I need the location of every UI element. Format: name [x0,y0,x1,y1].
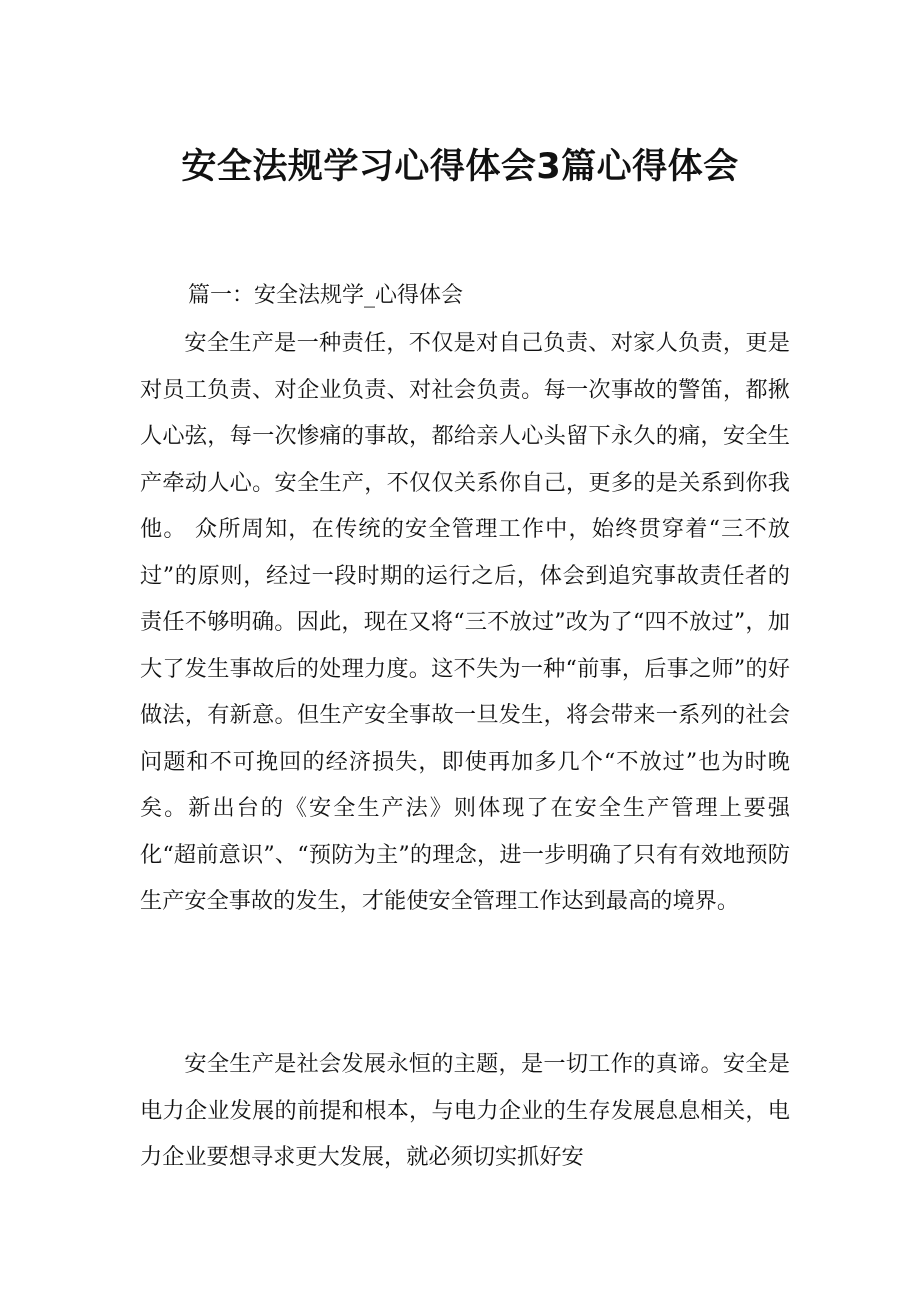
body-paragraph-1: 安全生产是一种责任，不仅是对自己负责、对家人负责，更是对员工负责、对企业负责、对社会负责。每一次事故的警笛，都揪人心弦，每一次惨痛的事故，都给亲人心头留下永久的痛，安全生产牵动人心。安全生产，不仅仅关系你自己，更多的是关系到你我他。 众所周知，在传统的安全管理工作中，始终贯穿着“三不放过”的原则，经过一段时期的运行之后，体会到追究事故责任者的责任不够明确。因此，现在又将“三不放过”改为了“四不放过”，加大了发生事故后的处理力度。这不失为一种“前事，后事之师”的好做法，有新意。但生产安全事故一旦发生，将会带来一系列的社会问题和不可挽回的经济损失，即使再加多几个“不放过”也为时晚矣。新出台的《安全生产法》则体现了在安全生产管理上要强化“超前意识”、“预防为主”的理念，进一步明确了只有有效地预防生产安全事故的发生，才能使安全管理工作达到最高的境界。 [140,330,790,914]
document-title: 安全法规学习心得体会3篇心得体会 [181,147,739,187]
section-heading: 篇一：安全法规学_心得体会 [188,283,464,308]
body-paragraph-2: 安全生产是社会发展永恒的主题，是一切工作的真谛。安全是电力企业发展的前提和根本，与电力企业的生存发展息息相关，电力企业要想寻求更大发展，就必须切实抓好安 [140,1051,790,1170]
